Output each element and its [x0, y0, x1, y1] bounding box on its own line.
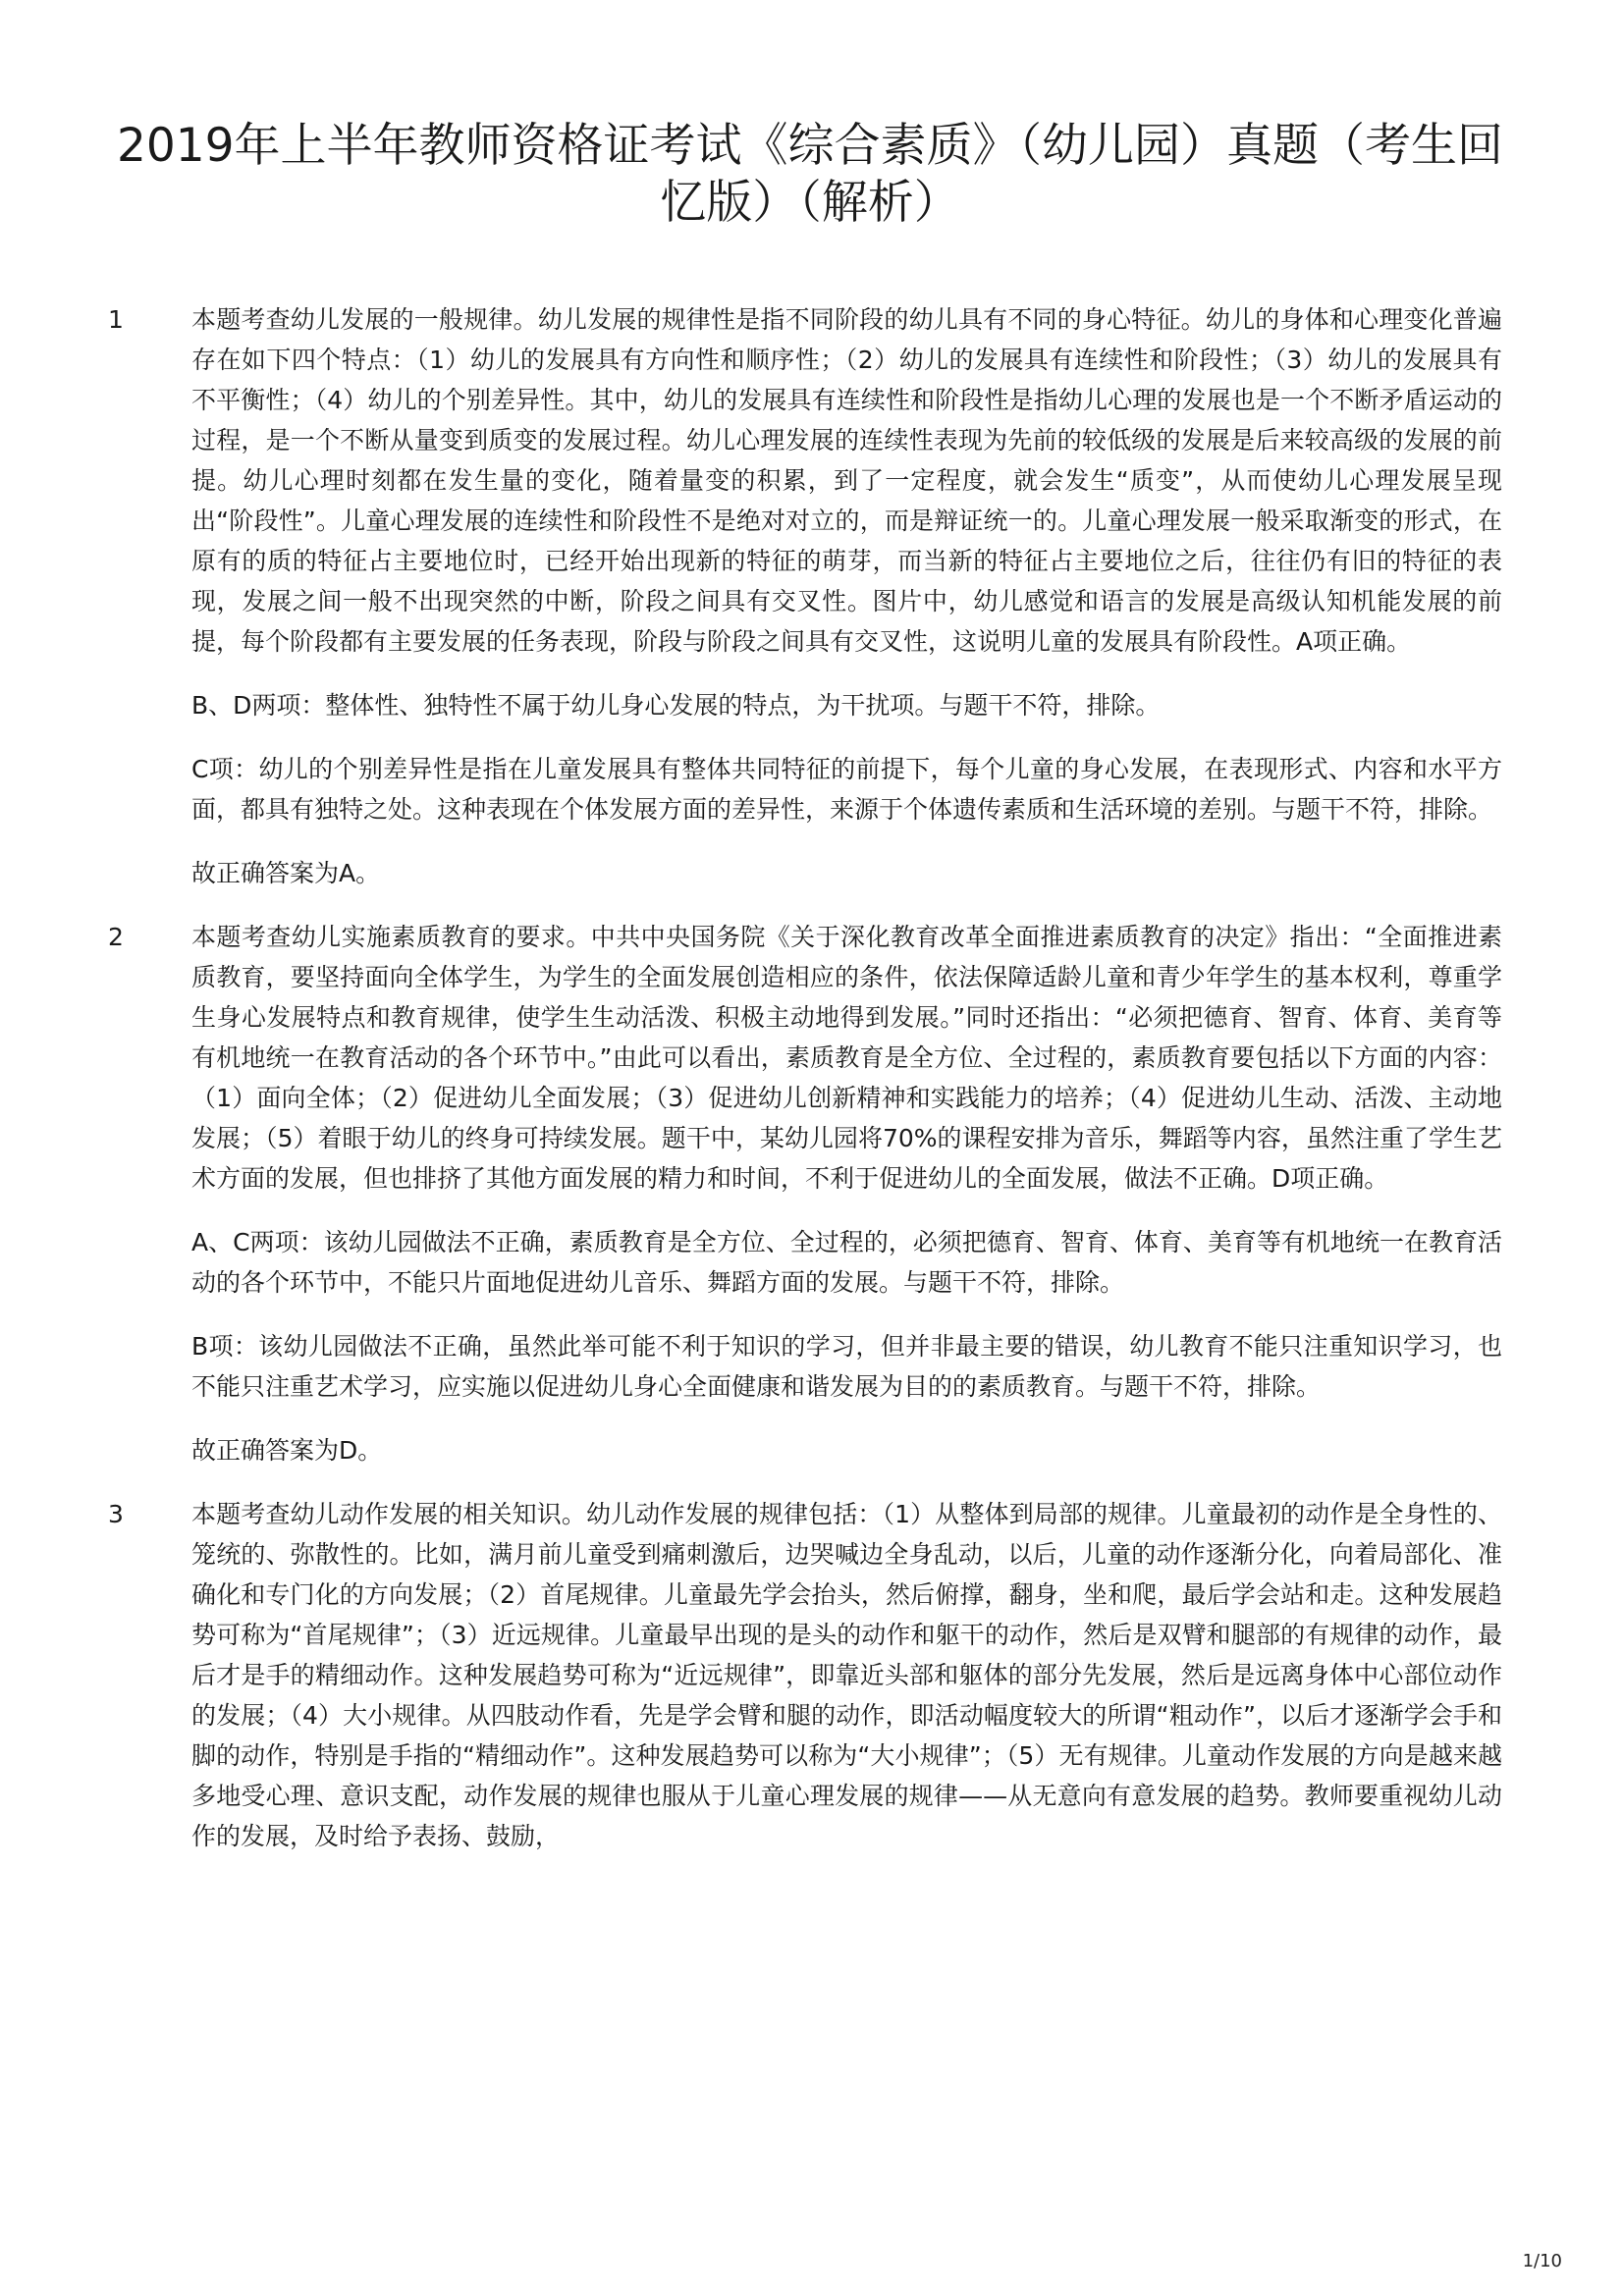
question-explanation-3: [108, 1494, 1502, 1880]
question-number: 1: [108, 305, 124, 334]
answer-explanations: [108, 299, 1502, 1880]
explanation-paragraph: A、C两项：该幼儿园做法不正确，素质教育是全方位、全过程的，必须把德育、智育、体育、美育等有机地统一在教育活动的各个环节中，不能只片面地促进幼儿音乐、舞蹈方面的发展。与题干不符，排除。: [191, 1228, 1502, 1297]
explanation-paragraph: B项：该幼儿园做法不正确，虽然此举可能不利于知识的学习，但并非最主要的错误，幼儿教育不能只注重知识学习，也不能只注重艺术学习，应实施以促进幼儿身心全面健康和谐发展为目的的素质教育。与题干不符，排除。: [191, 1332, 1502, 1401]
question-explanation-2: [108, 917, 1502, 1494]
question-explanation-1: [108, 299, 1502, 917]
explanation-paragraph: 本题考查幼儿发展的一般规律。幼儿发展的规律性是指不同阶段的幼儿具有不同的身心特征。幼儿的身体和心理变化普遍存在如下四个特点：（1）幼儿的发展具有方向性和顺序性；（2）幼儿的发展具有连续性和阶段性；（3）幼儿的发展具有不平衡性；（4）幼儿的个别差异性。其中，幼儿的发展具有连续性和阶段性是指幼儿心理的发展也是一个不断矛盾运动的过程，是一个不断从量变到质变的发展过程。幼儿心理发展的连续性表现为先前的较低级的发展是后来较高级的发展的前提。幼儿心理时刻都在发生量的变化，随着量变的积累，到了一定程度，就会发生“质变”，从而使幼儿心理发展呈现出“阶段性”。儿童心理发展的连续性和阶段性不是绝对对立的，而是辩证统一的。儿童心理发展一般采取渐变的形式，在原有的质的特征占主要地位时，已经开始出现新的特征的萌芽，而当新的特征占主要地位之后，往往仍有旧的特征的表现，发展之间一般不出现突然的中断，阶段之间具有交叉性。图片中，幼儿感觉和语言的发展是高级认知机能发展的前提，每个阶段都有主要发展的任务表现，阶段与阶段之间具有交叉性，这说明儿童的发展具有阶段性。A项正确。: [191, 305, 1502, 656]
page-number: 1/10: [1522, 2251, 1562, 2271]
explanation-paragraph: B、D两项：整体性、独特性不属于幼儿身心发展的特点，为干扰项。与题干不符，排除。: [191, 691, 1161, 720]
document-title: 2019年上半年教师资格证考试《综合素质》（幼儿园）真题（考生回忆版）（解析）: [116, 119, 1504, 230]
explanation-body: [191, 1494, 1502, 1880]
explanation-body: [191, 917, 1502, 1494]
explanation-paragraph: 本题考查幼儿动作发展的相关知识。幼儿动作发展的规律包括：（1）从整体到局部的规律。儿童最初的动作是全身性的、笼统的、弥散性的。比如，满月前儿童受到痛刺激后，边哭喊边全身乱动，以后，儿童的动作逐渐分化，向着局部化、准确化和专门化的方向发展；（2）首尾规律。儿童最先学会抬头，然后俯撑，翻身，坐和爬，最后学会站和走。这种发展趋势可称为“首尾规律”；（3）近远规律。儿童最早出现的是头的动作和躯干的动作，然后是双臂和腿部的有规律的动作，最后才是手的精细动作。这种发展趋势可称为“近远规律”，即靠近头部和躯体的部分先发展，然后是远离身体中心部位动作的发展；（4）大小规律。从四肢动作看，先是学会臂和腿的动作，即活动幅度较大的所谓“粗动作”，以后才逐渐学会手和脚的动作，特别是手指的“精细动作”。这种发展趋势可以称为“大小规律”；（5）无有规律。儿童动作发展的方向是越来越多地受心理、意识支配，动作发展的规律也服从于儿童心理发展的规律——从无意向有意发展的趋势。教师要重视幼儿动作的发展，及时给予表扬、鼓励，: [191, 1500, 1502, 1850]
answer-line: 故正确答案为D。: [191, 1436, 383, 1465]
explanation-paragraph: 本题考查幼儿实施素质教育的要求。中共中央国务院《关于深化教育改革全面推进素质教育的决定》指出：“全面推进素质教育，要坚持面向全体学生，为学生的全面发展创造相应的条件，依法保障适龄儿童和青少年学生的基本权利，尊重学生身心发展特点和教育规律，使学生生动活泼、积极主动地得到发展。”同时还指出：“必须把德育、智育、体育、美育等有机地统一在教育活动的各个环节中。”由此可以看出，素质教育是全方位、全过程的，素质教育要包括以下方面的内容：（1）面向全体；（2）促进幼儿全面发展；（3）促进幼儿创新精神和实践能力的培养；（4）促进幼儿生动、活泼、主动地发展；（5）着眼于幼儿的终身可持续发展。题干中，某幼儿园将70%的课程安排为音乐，舞蹈等内容，虽然注重了学生艺术方面的发展，但也排挤了其他方面发展的精力和时间，不利于促进幼儿的全面发展，做法不正确。D项正确。: [191, 923, 1502, 1193]
question-number: 2: [108, 923, 124, 951]
explanation-paragraph: C项：幼儿的个别差异性是指在儿童发展具有整体共同特征的前提下，每个儿童的身心发展，在表现形式、内容和水平方面，都具有独特之处。这种表现在个体发展方面的差异性，来源于个体遗传素质和生活环境的差别。与题干不符，排除。: [191, 755, 1502, 824]
question-number: 3: [108, 1500, 124, 1528]
explanation-body: [191, 299, 1502, 917]
answer-line: 故正确答案为A。: [191, 859, 381, 887]
